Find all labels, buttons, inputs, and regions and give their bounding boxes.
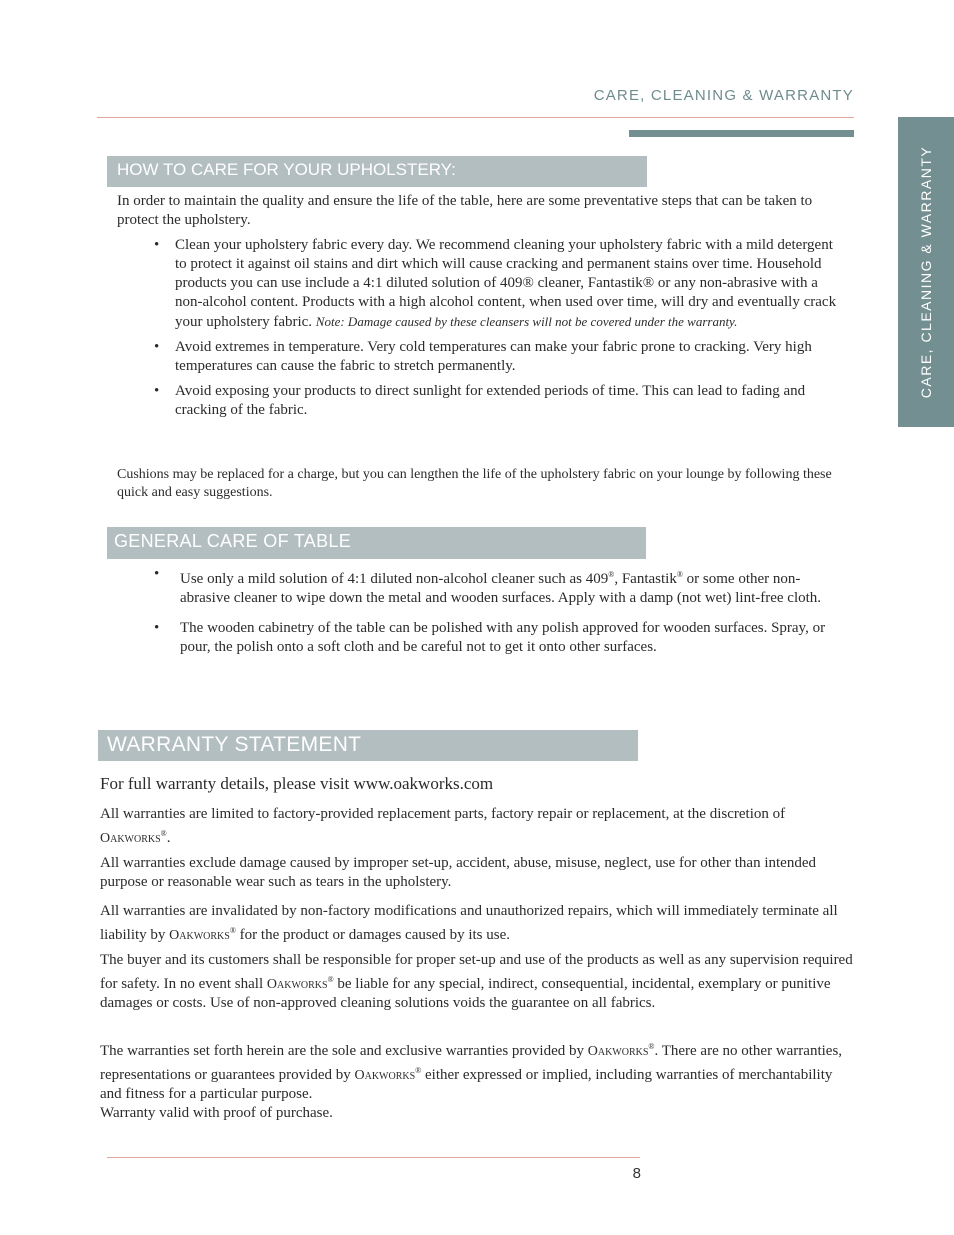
warranty-details-link-text: For full warranty details, please visit www.oakworks.com [100,774,494,793]
brand-name: Oakworks [100,831,161,846]
table-bullet-1-part-c: or some other non-abrasive cleaner to wipe down the metal and wooden surfaces. Apply with a damp (not wet) lint-free cloth. [180,571,822,606]
header-title: CARE, CLEANING & WARRANTY [593,87,854,104]
bullet-icon: • [154,566,160,582]
brand-name: Oakworks [266,977,328,992]
section-heading-table-care: GENERAL CARE OF TABLE [107,527,646,559]
care-bullet-1-text: Clean your upholstery fabric every day. We recommend cleaning your upholstery fabric with a mild detergent to protect it against oil stains and dirt which will cause cracking and permanent stains over time. Household products you can use include a 4:1 diluted solution of 409® cleaner, Fantastik® or any non-abrasive with a non-alcohol content. Products with a high alcohol content, when used over time, will dry and eventually crack your upholstery fabric. [175,237,837,330]
bullet-icon: • [154,620,160,636]
brand-name: Oakworks [169,928,230,943]
warranty-paragraph-1: All warranties are limited to factory-provided replacement parts, factory repair or replacement, at the discretion of Oakworks®. [100,806,786,846]
warranty-paragraph-2: All warranties exclude damage caused by improper set-up, accident, abuse, misuse, neglect, use for other than intended purpose or reasonable wear such as tears in the upholstery. [100,855,816,890]
warranty-paragraph-5: The warranties set forth herein are the sole and exclusive warranties provided by Oakworks®. There are no other warranties, representations or guarantees provided by Oakworks® either expressed or implied, including warranties of merchantability and fitness for a particular purpose. [100,1042,843,1102]
bullet-icon: • [154,237,160,253]
header-rule [97,117,854,118]
section-heading-upholstery-care: HOW TO CARE FOR YOUR UPHOLSTERY: [107,156,647,187]
list-item [154,619,848,657]
warranty-paragraph-3: All warranties are invalidated by non-factory modifications and unauthorized repairs, which will immediately terminate all liability by Oakworks® for the product or damages caused by its use. [100,903,838,943]
side-tab-label: CARE, CLEANING & WARRANTY [918,145,934,399]
warranty-paragraph-4: The buyer and its customers shall be responsible for proper set-up and use of the products as well as any supervision required for safety. In no event shall Oakworks® be liable for any special, indirect, consequential, incidental, exemplary or punitive damages or costs. Use of non-approved cleaning solutions voids the guarantee on all fabrics. [100,952,853,1011]
care-bullet-list [154,236,844,420]
section-heading-warranty: WARRANTY STATEMENT [98,730,638,761]
page-number: 8 [632,1165,641,1182]
registered-mark: ® [608,570,615,579]
bullet-icon: • [154,383,160,399]
care-note: Note: Damage caused by these cleansers will not be covered under the warranty. [315,314,738,329]
list-item [154,338,844,376]
registered-mark: ® [676,570,683,579]
care-bullet-2-text: Avoid extremes in temperature. Very cold temperatures can make your fabric prone to cracking. Very high temperatures can cause the fabric to stretch permanently. [175,339,812,374]
list-item [154,236,844,332]
table-care-bullet-list [154,565,848,657]
care-intro: In order to maintain the quality and ensure the life of the table, here are some preventative steps that can be taken to protect the upholstery. [117,193,813,228]
bullet-icon: • [154,339,160,355]
side-tab [898,117,954,427]
brand-name: Oakworks [587,1044,649,1059]
header-accent-bar [629,130,854,137]
brand-name: Oakworks [354,1068,416,1083]
table-bullet-2-text: The wooden cabinetry of the table can be polished with any polish approved for wooden surfaces. Spray, or pour, the polish onto a soft cloth and be careful not to get it onto other surfaces. [180,620,826,655]
cushions-note: Cushions may be replaced for a charge, but you can lengthen the life of the upholstery fabric on your lounge by following these quick and easy suggestions. [117,467,832,500]
care-bullet-3-text: Avoid exposing your products to direct sunlight for extended periods of time. This can lead to fading and cracking of the fabric. [175,383,806,418]
table-bullet-1-part-a: Use only a mild solution of 4:1 diluted non-alcohol cleaner such as 409 [180,571,609,587]
list-item [154,565,848,608]
footer-rule [107,1157,640,1158]
list-item [154,382,844,420]
warranty-paragraph-6: Warranty valid with proof of purchase. [100,1105,333,1121]
table-bullet-1-part-b: , Fantastik [614,571,677,587]
